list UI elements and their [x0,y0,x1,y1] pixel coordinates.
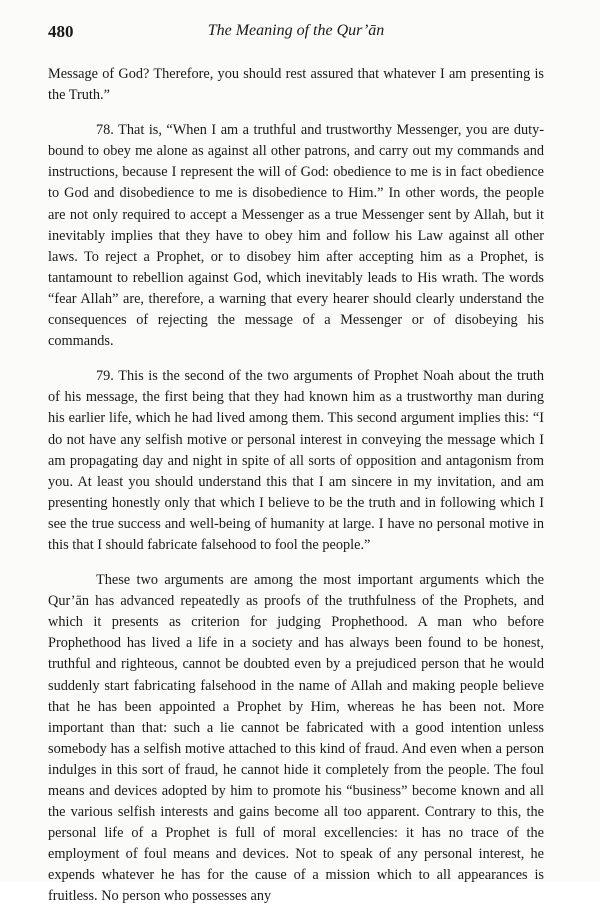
paragraph-note-79: 79. This is the second of the two arguments of Prophet Noah about the truth of his message, the first being that they had known him as a trustworthy man during his earlier life, which he had lived among them. This second argument implies this: “I do not have any selfish motive or personal interest in conveying the message which I am propagating day and night in spite of all sorts of opposition and antagonism from you. At least you should understand this that I am sincere in my invitation, and am presenting honestly only that which I believe to be the truth and in following which I see the true success and well-being of humanity at large. I have no personal motive in this that I should fabricate falsehood to fool the people.” [48,368,544,553]
paragraph-arguments: These two arguments are among the most important arguments which the Qur’ān has advanced repeatedly as proofs of the truthfulness of the Prophets, and which it presents as criterion for judging Prophethood. A man who before Prophethood has lived a life in a society and has always been found to be honest, truthful and righteous, cannot be doubted even by a prejudiced person that he would suddenly start fabricating falsehood in the name of Allah and making people believe that he has been appointed a Prophet by Him, whereas he has been not. More important than that: such a lie cannot be fabricated with a good intention unless somebody has a selfish motive attached to this kind of fraud. And even when a person indulges in this sort of fraud, he cannot hide it completely from the people. The foul means and devices adopted by him to promote his “business” become known and all the various selfish interests and gains become all too apparent. Contrary to this, the personal life of a Prophet is full of moral excellencies: it has no trace of the employment of foul means and devices. Not to speak of any personal interest, he expends whatever he has for the cause of a mission which to all appearances is fruitless. No person who possesses any [48,572,544,905]
running-header [48,22,544,46]
paragraph-note-78: 78. That is, “When I am a truthful and trustworthy Messenger, you are duty-bound to obey me alone as against all other patrons, and carry out my commands and instructions, because I represent the will of God: obedience to me is in fact obedience to God and disobedience to me is disobedience to Him.” In other words, the people are not only required to accept a Messenger as a true Messenger sent by Allah, but it inevitably implies that they have to obey him and follow his Law against all other laws. To reject a Prophet, or to disobey him after accepting him as a Prophet, is tantamount to rebellion against God, which inevitably leads to His wrath. The words “fear Allah” are, therefore, a warning that every hearer should clearly understand the consequences of rejecting the message of a Messenger or of disobeying his commands. [48,122,544,350]
page-number: 480 [48,22,74,41]
body-text [48,64,544,922]
book-title: The Meaning of the Qur’ān [207,22,385,39]
paragraph-continuation: Message of God? Therefore, you should rest assured that whatever I am presenting is the Truth.” [48,66,544,104]
